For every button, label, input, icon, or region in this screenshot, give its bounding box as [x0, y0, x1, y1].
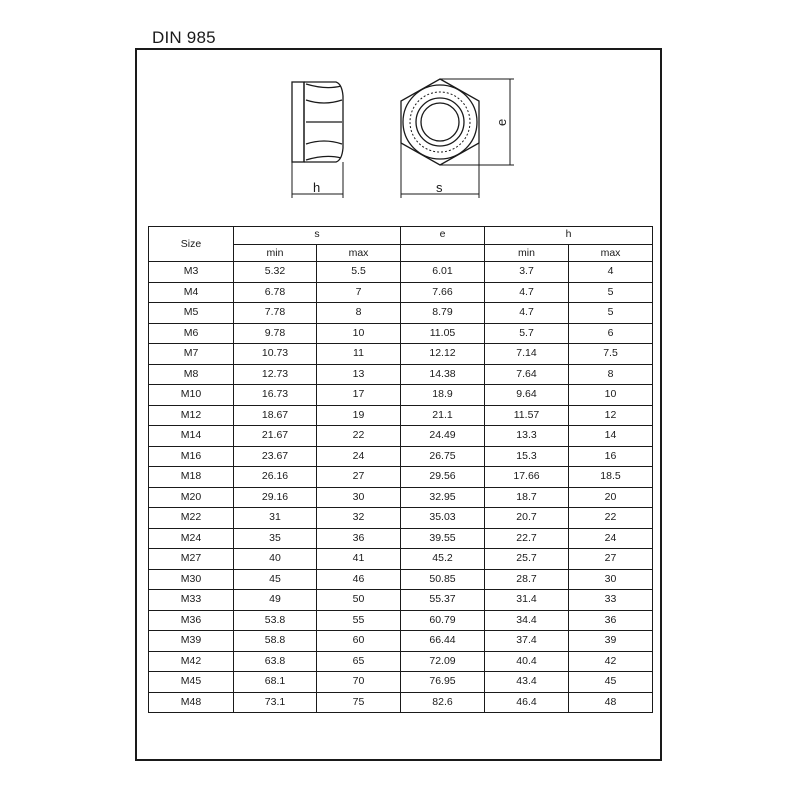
- table-row: [149, 426, 653, 447]
- cell-h-max: 30: [569, 569, 653, 590]
- cell-s-max: 10: [317, 323, 401, 344]
- cell-s-max: 17: [317, 385, 401, 406]
- cell-s-max: 46: [317, 569, 401, 590]
- table-row: [149, 692, 653, 713]
- cell-h-max: 4: [569, 262, 653, 283]
- cell-h-max: 5: [569, 303, 653, 324]
- cell-h-min: 18.7: [485, 487, 569, 508]
- cell-e: 76.95: [401, 672, 485, 693]
- cell-e: 8.79: [401, 303, 485, 324]
- cell-e: 66.44: [401, 631, 485, 652]
- cell-e: 72.09: [401, 651, 485, 672]
- cell-h-max: 14: [569, 426, 653, 447]
- header-s-max: max: [317, 245, 401, 262]
- cell-h-max: 12: [569, 405, 653, 426]
- table-row: [149, 672, 653, 693]
- table-row: [149, 405, 653, 426]
- header-s: s: [234, 227, 401, 245]
- cell-s-min: 7.78: [234, 303, 317, 324]
- cell-e: 26.75: [401, 446, 485, 467]
- cell-size: M7: [149, 344, 234, 365]
- cell-e: 7.66: [401, 282, 485, 303]
- header-h-min: min: [485, 245, 569, 262]
- cell-e: 60.79: [401, 610, 485, 631]
- cell-e: 18.9: [401, 385, 485, 406]
- cell-h-min: 40.4: [485, 651, 569, 672]
- cell-s-max: 65: [317, 651, 401, 672]
- table-row: [149, 549, 653, 570]
- nut-top-view: [401, 79, 514, 198]
- cell-h-max: 27: [569, 549, 653, 570]
- cell-h-max: 36: [569, 610, 653, 631]
- cell-h-max: 8: [569, 364, 653, 385]
- cell-s-min: 21.67: [234, 426, 317, 447]
- cell-e: 35.03: [401, 508, 485, 529]
- cell-h-min: 20.7: [485, 508, 569, 529]
- cell-h-min: 7.14: [485, 344, 569, 365]
- cell-s-min: 35: [234, 528, 317, 549]
- cell-e: 14.38: [401, 364, 485, 385]
- cell-s-max: 60: [317, 631, 401, 652]
- cell-s-max: 13: [317, 364, 401, 385]
- table-row: [149, 446, 653, 467]
- table-row: [149, 262, 653, 283]
- cell-h-min: 3.7: [485, 262, 569, 283]
- cell-size: M36: [149, 610, 234, 631]
- cell-size: M45: [149, 672, 234, 693]
- header-h-max: max: [569, 245, 653, 262]
- cell-size: M39: [149, 631, 234, 652]
- cell-s-min: 63.8: [234, 651, 317, 672]
- cell-h-min: 37.4: [485, 631, 569, 652]
- header-s-min: min: [234, 245, 317, 262]
- cell-e: 82.6: [401, 692, 485, 713]
- cell-s-min: 26.16: [234, 467, 317, 488]
- cell-h-max: 16: [569, 446, 653, 467]
- table-row: [149, 528, 653, 549]
- cell-s-max: 24: [317, 446, 401, 467]
- cell-h-max: 39: [569, 631, 653, 652]
- cell-h-max: 48: [569, 692, 653, 713]
- cell-e: 29.56: [401, 467, 485, 488]
- cell-size: M22: [149, 508, 234, 529]
- cell-h-max: 6: [569, 323, 653, 344]
- header-e: e: [401, 227, 485, 245]
- cell-h-max: 45: [569, 672, 653, 693]
- cell-h-min: 43.4: [485, 672, 569, 693]
- cell-s-max: 55: [317, 610, 401, 631]
- table-row: [149, 323, 653, 344]
- cell-size: M33: [149, 590, 234, 611]
- table-row: [149, 487, 653, 508]
- cell-s-max: 32: [317, 508, 401, 529]
- cell-h-min: 17.66: [485, 467, 569, 488]
- cell-s-min: 49: [234, 590, 317, 611]
- nut-technical-drawing: [0, 0, 800, 240]
- cell-s-max: 5.5: [317, 262, 401, 283]
- cell-s-min: 73.1: [234, 692, 317, 713]
- cell-s-max: 70: [317, 672, 401, 693]
- cell-size: M24: [149, 528, 234, 549]
- cell-size: M14: [149, 426, 234, 447]
- cell-h-min: 4.7: [485, 282, 569, 303]
- table-row: [149, 467, 653, 488]
- table-row: [149, 590, 653, 611]
- cell-size: M5: [149, 303, 234, 324]
- cell-h-max: 5: [569, 282, 653, 303]
- cell-s-min: 58.8: [234, 631, 317, 652]
- cell-h-min: 13.3: [485, 426, 569, 447]
- cell-e: 12.12: [401, 344, 485, 365]
- cell-s-min: 68.1: [234, 672, 317, 693]
- cell-s-min: 31: [234, 508, 317, 529]
- cell-s-min: 5.32: [234, 262, 317, 283]
- cell-h-min: 46.4: [485, 692, 569, 713]
- cell-h-max: 24: [569, 528, 653, 549]
- cell-size: M16: [149, 446, 234, 467]
- cell-s-min: 29.16: [234, 487, 317, 508]
- cell-size: M3: [149, 262, 234, 283]
- cell-e: 11.05: [401, 323, 485, 344]
- cell-e: 45.2: [401, 549, 485, 570]
- page-title: DIN 985: [152, 28, 216, 47]
- cell-size: M42: [149, 651, 234, 672]
- cell-e: 39.55: [401, 528, 485, 549]
- cell-h-max: 42: [569, 651, 653, 672]
- cell-s-min: 6.78: [234, 282, 317, 303]
- cell-s-min: 9.78: [234, 323, 317, 344]
- cell-e: 55.37: [401, 590, 485, 611]
- cell-h-min: 34.4: [485, 610, 569, 631]
- table-body: [149, 262, 653, 713]
- cell-s-min: 10.73: [234, 344, 317, 365]
- cell-e: 50.85: [401, 569, 485, 590]
- cell-size: M12: [149, 405, 234, 426]
- cell-size: M6: [149, 323, 234, 344]
- cell-h-min: 28.7: [485, 569, 569, 590]
- cell-s-max: 22: [317, 426, 401, 447]
- cell-size: M48: [149, 692, 234, 713]
- cell-s-max: 50: [317, 590, 401, 611]
- table-row: [149, 364, 653, 385]
- table-row: [149, 303, 653, 324]
- cell-size: M8: [149, 364, 234, 385]
- table-row: [149, 282, 653, 303]
- cell-size: M27: [149, 549, 234, 570]
- cell-h-min: 5.7: [485, 323, 569, 344]
- table-row: [149, 631, 653, 652]
- cell-e: 21.1: [401, 405, 485, 426]
- cell-s-min: 23.67: [234, 446, 317, 467]
- cell-h-max: 10: [569, 385, 653, 406]
- cell-h-min: 9.64: [485, 385, 569, 406]
- table-row: [149, 651, 653, 672]
- cell-h-max: 33: [569, 590, 653, 611]
- cell-s-min: 45: [234, 569, 317, 590]
- cell-size: M18: [149, 467, 234, 488]
- cell-h-min: 31.4: [485, 590, 569, 611]
- cell-h-max: 20: [569, 487, 653, 508]
- cell-h-min: 22.7: [485, 528, 569, 549]
- dimension-label-s: s: [436, 180, 443, 195]
- cell-s-max: 75: [317, 692, 401, 713]
- cell-s-max: 11: [317, 344, 401, 365]
- cell-s-max: 30: [317, 487, 401, 508]
- dimension-label-e: e: [494, 118, 509, 126]
- cell-s-max: 19: [317, 405, 401, 426]
- cell-h-min: 25.7: [485, 549, 569, 570]
- cell-e: 32.95: [401, 487, 485, 508]
- cell-size: M20: [149, 487, 234, 508]
- cell-s-min: 18.67: [234, 405, 317, 426]
- cell-size: M4: [149, 282, 234, 303]
- cell-s-min: 53.8: [234, 610, 317, 631]
- cell-s-max: 8: [317, 303, 401, 324]
- dimension-label-h: h: [313, 180, 321, 195]
- cell-size: M30: [149, 569, 234, 590]
- cell-s-min: 40: [234, 549, 317, 570]
- cell-h-max: 7.5: [569, 344, 653, 365]
- size-header: Size: [149, 227, 234, 262]
- table-row: [149, 344, 653, 365]
- cell-e: 6.01: [401, 262, 485, 283]
- cell-h-max: 18.5: [569, 467, 653, 488]
- header-h: h: [485, 227, 653, 245]
- cell-h-min: 7.64: [485, 364, 569, 385]
- header-e-blank: [401, 245, 485, 262]
- cell-h-min: 11.57: [485, 405, 569, 426]
- cell-h-min: 4.7: [485, 303, 569, 324]
- cell-s-min: 12.73: [234, 364, 317, 385]
- cell-s-max: 7: [317, 282, 401, 303]
- table-row: [149, 569, 653, 590]
- table-row: [149, 610, 653, 631]
- cell-s-max: 36: [317, 528, 401, 549]
- cell-s-max: 41: [317, 549, 401, 570]
- cell-e: 24.49: [401, 426, 485, 447]
- cell-h-max: 22: [569, 508, 653, 529]
- cell-s-max: 27: [317, 467, 401, 488]
- dimension-table: [148, 226, 653, 713]
- table-row: [149, 385, 653, 406]
- cell-h-min: 15.3: [485, 446, 569, 467]
- cell-s-min: 16.73: [234, 385, 317, 406]
- table-row: [149, 508, 653, 529]
- cell-size: M10: [149, 385, 234, 406]
